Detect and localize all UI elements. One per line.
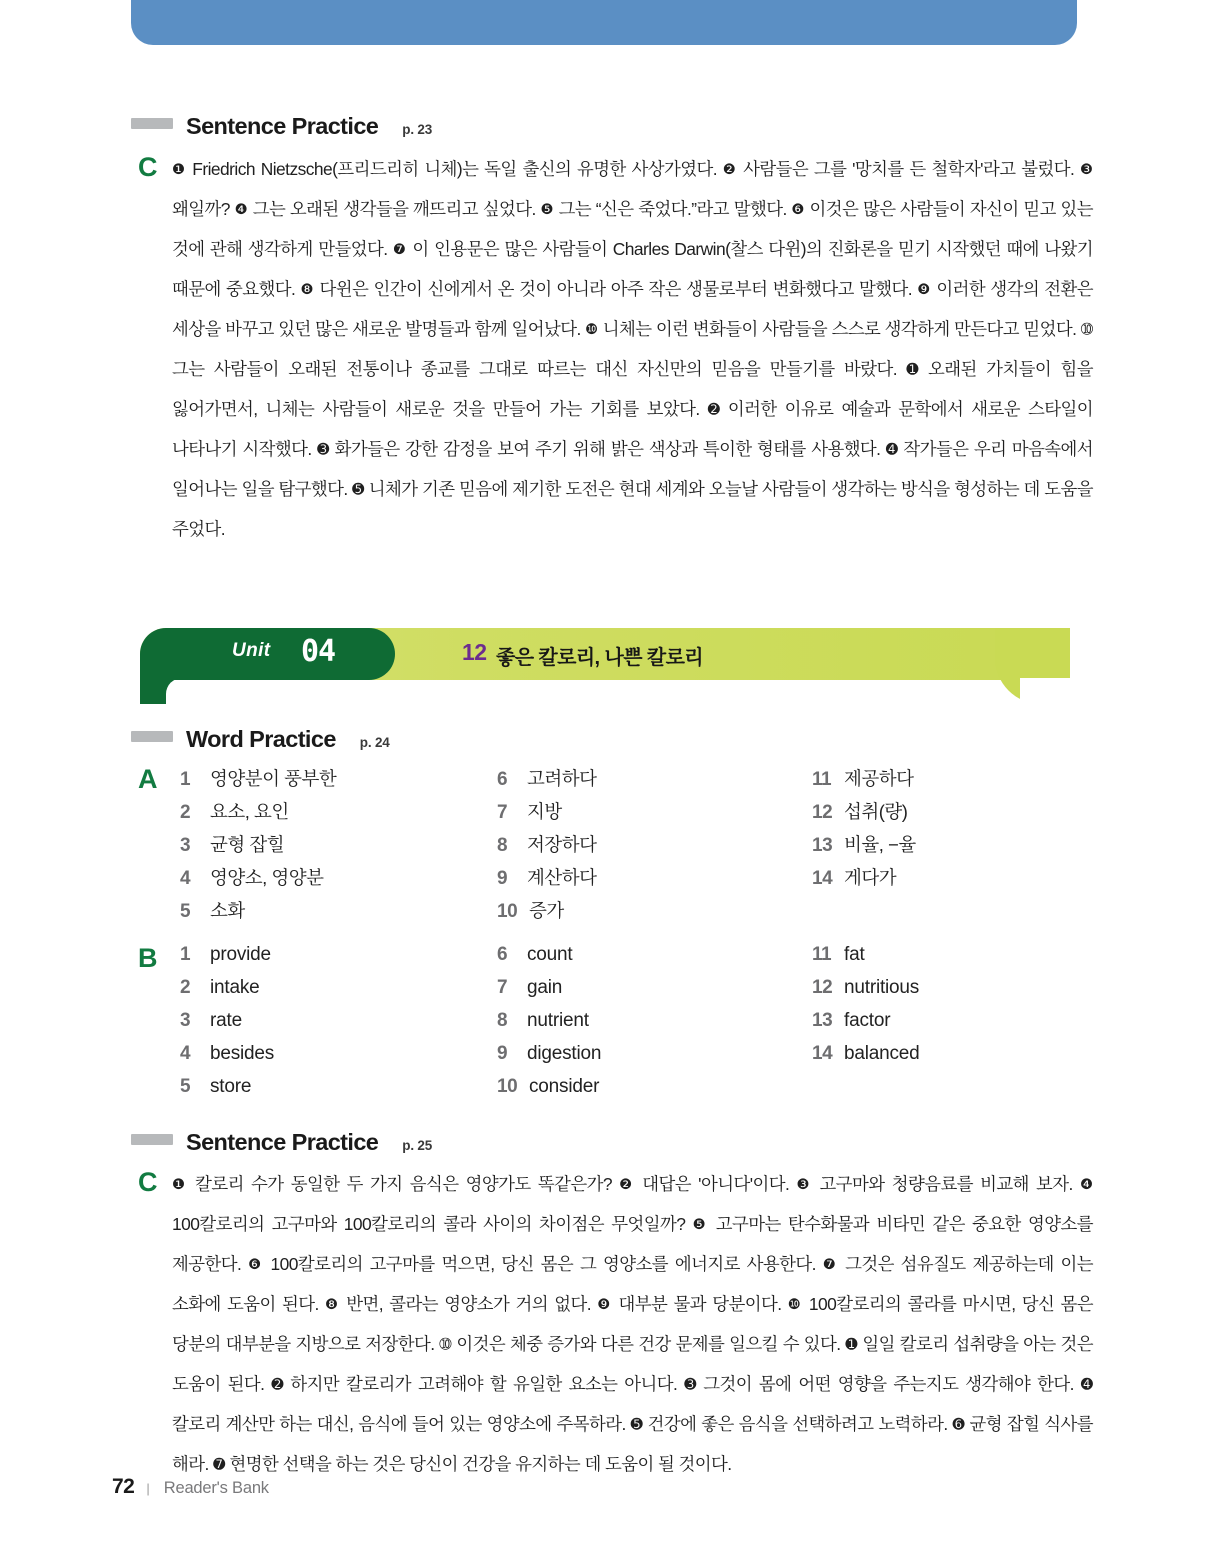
sentence-number: ❺ [692, 1216, 709, 1233]
word-item-number: 14 [812, 868, 833, 889]
word-item-text: gain [527, 977, 563, 998]
word-item-number: 4 [180, 1043, 191, 1064]
sentence-text: 100칼로리의 고구마를 먹으면, 당신 몸은 그 영양소를 에너지로 사용한다. [263, 1254, 823, 1274]
sentence-number: ❻ [791, 201, 805, 218]
sentence-number: ❾ [597, 1296, 613, 1313]
word-item-number: 3 [180, 835, 191, 856]
sentence-text: 고구마와 청량음료를 비교해 보자. [812, 1174, 1081, 1194]
word-list-b-column-2 [497, 944, 601, 1109]
lesson-title: 좋은 칼로리, 나쁜 칼로리 [496, 647, 704, 669]
sentence-number: ➋ [707, 401, 720, 418]
word-list-item [497, 864, 596, 897]
sentence-number: ➌ [317, 441, 330, 458]
sentence-number: ❽ [300, 281, 315, 298]
paragraph-letter: C [138, 152, 158, 182]
word-item-text: balanced [844, 1043, 920, 1064]
sentence-text: 그는 오래된 생각들을 깨뜨리고 싶었다. [248, 199, 541, 219]
sentence-text: 그것은 섬유질도 제공하는데 이는 소화에 도움이 된다. [172, 1254, 1094, 1314]
page-footer [112, 1475, 269, 1499]
heading-dash-icon [131, 118, 173, 129]
paragraph-letter: C [138, 1167, 158, 1197]
section-heading-word-practice [131, 726, 390, 753]
word-list-item [497, 897, 596, 930]
word-item-text: factor [844, 1010, 891, 1031]
word-item-number: 5 [180, 901, 191, 922]
sentence-number: ➊ [845, 1336, 858, 1353]
sentence-text: 건강에 좋은 음식을 선택하려고 노력하라. [642, 1414, 953, 1434]
sentence-number: ➍ [1080, 1376, 1094, 1393]
word-list-item [812, 765, 916, 798]
word-item-text: nutrient [527, 1010, 589, 1031]
word-item-text: 요소, 요인 [210, 801, 289, 822]
sentence-number: ❹ [1080, 1176, 1094, 1193]
word-item-number: 7 [497, 977, 508, 998]
sentence-number: ❷ [619, 1176, 636, 1193]
sentence-number: ➏ [952, 1416, 965, 1433]
unit-label: Unit [232, 640, 271, 661]
sentence-text: 사람들은 그를 '망치를 든 철학자'라고 불렀다. [737, 159, 1081, 179]
word-item-number: 10 [497, 901, 518, 922]
word-list-item [180, 1043, 274, 1076]
sentence-number: ➍ [885, 441, 899, 458]
word-item-text: 영양분이 풍부한 [210, 768, 337, 789]
sentence-text: 왜일까? [172, 199, 235, 219]
section-page-ref: p. 25 [402, 1138, 433, 1153]
sentence-text: 이 인용문은 많은 사람들이 Charles Darwin(찰스 다윈)의 진화론을 믿기 시작했던 때에 나왔기 때문에 중요했다. [172, 239, 1093, 299]
sentence-number: ❼ [392, 241, 408, 258]
word-list-a-column-3 [812, 765, 916, 897]
word-list-item [180, 831, 336, 864]
word-list-item [497, 798, 596, 831]
word-item-number: 4 [180, 868, 191, 889]
sentence-text: 니체가 기존 믿음에 제기한 도전은 현대 세계와 오늘날 사람들이 생각하는 방식을 형성하는 데 도움을 주었다. [172, 479, 1094, 539]
sentence-number: ❿ [787, 1296, 803, 1313]
word-item-text: 증가 [529, 900, 564, 921]
word-list-item [180, 765, 336, 798]
sentence-text: 다윈은 인간이 신에게서 온 것이 아니라 아주 작은 생물로부터 변화했다고 말했다. [314, 279, 918, 299]
heading-dash-icon [131, 1134, 173, 1145]
sentence-text: 이것은 많은 사람들이 자신이 믿고 있는 것에 관해 생각하게 만들었다. [172, 199, 1094, 259]
word-item-number: 12 [812, 977, 833, 998]
word-list-item [812, 944, 920, 977]
sentence-number: ❷ [722, 161, 738, 178]
word-item-text: 비율, −율 [844, 834, 916, 855]
word-item-number: 5 [180, 1076, 191, 1097]
word-list-item [812, 1010, 920, 1043]
section-title: Word Practice [186, 726, 336, 752]
word-list-item [812, 1043, 920, 1076]
word-list-item [812, 831, 916, 864]
sentence-text: 현명한 선택을 하는 것은 당신이 건강을 유지하는 데 도움이 될 것이다. [225, 1454, 732, 1474]
book-brand: Reader's Bank [163, 1479, 269, 1497]
sentence-number: ❼ [822, 1256, 839, 1273]
footer-separator: | [146, 1481, 150, 1496]
word-item-text: consider [529, 1076, 600, 1097]
word-item-text: 균형 잡힐 [210, 834, 285, 855]
sentence-number: ❶ [172, 1176, 188, 1193]
sentence-number: ➎ [630, 1416, 643, 1433]
word-list-item [180, 944, 274, 977]
sentence-text: 이러한 이유로 예술과 문학에서 새로운 스타일이 나타나기 시작했다. [172, 399, 1093, 459]
sentence-text: 칼로리 수가 동일한 두 가지 음식은 영양가도 똑같은가? [187, 1174, 620, 1194]
word-list-item [497, 1043, 601, 1076]
banner-lime-tail-mask [1020, 678, 1072, 706]
sentence-text: 그것이 몸에 어떤 영향을 주는지도 생각해야 한다. [696, 1374, 1081, 1394]
word-list-a-column-2 [497, 765, 596, 930]
sentence-number: ❽ [325, 1296, 340, 1313]
sentence-text: 그는 사람들이 오래된 전통이나 종교를 그대로 따르는 대신 자신만의 믿음을 만들기를 바랐다. [172, 359, 907, 379]
word-item-number: 2 [180, 802, 191, 823]
word-item-text: 지방 [527, 801, 562, 822]
word-list-a-column-1 [180, 765, 336, 930]
sentence-number: ❻ [248, 1256, 264, 1273]
sentence-number: ➉ [439, 1336, 452, 1353]
word-item-text: 제공하다 [844, 768, 914, 789]
sentence-text: 니체는 이런 변화들이 사람들을 스스로 생각하게 만든다고 믿었다. [598, 319, 1081, 339]
paragraph-block-c2 [138, 1165, 1093, 1485]
word-item-text: 섭취(량) [844, 801, 908, 822]
sentence-number: ❸ [1080, 161, 1094, 178]
word-group-letter-a: A [138, 764, 158, 794]
sentence-text: 작가들은 우리 마음속에서 일어나는 일을 탐구했다. [172, 439, 1093, 499]
word-item-text: provide [210, 944, 271, 965]
sentence-text: 오래된 가치들이 힘을 잃어가면서, 니체는 사람들이 새로운 것을 만들어 가는 기회를 보았다. [172, 359, 1093, 419]
word-item-text: digestion [527, 1043, 602, 1064]
paragraph-text-c1 [172, 150, 1093, 548]
word-item-text: nutritious [844, 977, 920, 998]
paragraph-text-c2 [172, 1165, 1093, 1485]
word-item-number: 11 [812, 944, 832, 965]
page-number: 72 [112, 1475, 135, 1498]
word-item-number: 13 [812, 835, 833, 856]
word-item-number: 10 [497, 1076, 518, 1097]
word-item-number: 1 [180, 944, 191, 965]
paragraph-block-c1 [138, 150, 1093, 548]
unit-number: 04 [301, 634, 336, 669]
word-list-item [497, 765, 596, 798]
word-item-text: store [210, 1076, 252, 1097]
sentence-number: ❹ [234, 201, 248, 218]
word-item-number: 1 [180, 769, 191, 790]
lesson-number: 12 [462, 639, 487, 665]
sentence-number: ➌ [684, 1376, 697, 1393]
word-list-item [180, 977, 274, 1010]
word-list-item [497, 944, 601, 977]
word-item-number: 9 [497, 1043, 508, 1064]
sentence-number: ➊ [906, 361, 919, 378]
banner-dark-hook-mask [166, 678, 206, 706]
sentence-text: 칼로리 계산만 하는 대신, 음식에 들어 있는 영양소에 주목하라. [172, 1414, 631, 1434]
section-page-ref: p. 24 [359, 735, 390, 750]
word-list-item [497, 977, 601, 1010]
word-item-text: intake [210, 977, 260, 998]
section-heading-sentence-practice-1 [131, 113, 432, 140]
sentence-number: ❺ [540, 201, 554, 218]
word-list-b-column-1 [180, 944, 274, 1109]
word-item-text: fat [844, 944, 865, 965]
word-item-number: 12 [812, 802, 833, 823]
section-title: Sentence Practice [186, 113, 379, 139]
sentence-text: 이러한 생각의 전환은 세상을 바꾸고 있던 많은 새로운 발명들과 함께 일어났다. [172, 279, 1094, 339]
word-item-text: 영양소, 영양분 [210, 867, 324, 888]
word-list-item [497, 831, 596, 864]
sentence-text: 반면, 콜라는 영양소가 거의 없다. [339, 1294, 598, 1314]
word-list-item [812, 864, 916, 897]
word-item-text: 계산하다 [527, 867, 597, 888]
sentence-text: Friedrich Nietzsche(프리드리히 니체)는 독일 출신의 유명한 사상가였다. [186, 159, 723, 179]
sentence-text: 대부분 물과 당분이다. [612, 1294, 788, 1314]
word-item-text: 고려하다 [527, 768, 597, 789]
section-page-ref: p. 23 [402, 122, 433, 137]
top-blue-banner [131, 0, 1077, 45]
sentence-number: ❸ [796, 1176, 813, 1193]
word-item-number: 9 [497, 868, 508, 889]
word-group-letter-b: B [138, 943, 158, 973]
section-heading-sentence-practice-2 [131, 1129, 432, 1156]
sentence-number: ➐ [213, 1456, 226, 1473]
word-list-item [497, 1076, 601, 1109]
word-item-number: 6 [497, 944, 508, 965]
heading-dash-icon [131, 731, 173, 742]
word-item-text: 게다가 [844, 867, 897, 888]
sentence-text: 일일 칼로리 섭취량을 아는 것은 도움이 된다. [172, 1334, 1094, 1394]
word-item-text: 저장하다 [527, 834, 597, 855]
word-list-b-column-3 [812, 944, 920, 1076]
word-item-number: 14 [812, 1043, 833, 1064]
word-item-number: 13 [812, 1010, 833, 1031]
sentence-number: ➉ [1080, 321, 1094, 338]
word-item-text: besides [210, 1043, 275, 1064]
sentence-number: ➋ [271, 1376, 284, 1393]
word-item-text: rate [210, 1010, 242, 1031]
sentence-text: 이것은 체중 증가와 다른 건강 문제를 일으킬 수 있다. [451, 1334, 846, 1354]
word-list-item [180, 864, 336, 897]
sentence-number: ➎ [352, 481, 365, 498]
word-item-number: 7 [497, 802, 508, 823]
sentence-text: 하지만 칼로리가 고려해야 할 유일한 요소는 아니다. [283, 1374, 685, 1394]
word-list-item [497, 1010, 601, 1043]
sentence-text: 고구마는 탄수화물과 비타민 같은 중요한 영양소를 제공한다. [172, 1214, 1094, 1274]
word-item-text: count [527, 944, 573, 965]
sentence-text: 100칼로리의 고구마와 100칼로리의 콜라 사이의 차이점은 무엇일까? [172, 1214, 693, 1234]
sentence-number: ❾ [917, 281, 932, 298]
sentence-text: 100칼로리의 콜라를 마시면, 당신 몸은 당분의 대부분을 지방으로 저장한다. [172, 1294, 1094, 1354]
word-item-number: 3 [180, 1010, 191, 1031]
section-title: Sentence Practice [186, 1129, 379, 1155]
word-list-item [180, 1010, 274, 1043]
word-item-number: 2 [180, 977, 191, 998]
unit-banner [140, 628, 1070, 704]
word-list-item [812, 977, 920, 1010]
sentence-number: ❿ [585, 321, 599, 338]
word-list-item [812, 798, 916, 831]
sentence-number: ❶ [172, 161, 187, 178]
word-item-number: 8 [497, 835, 508, 856]
sentence-text: 화가들은 강한 감정을 보여 주기 위해 밝은 색상과 특이한 형태를 사용했다. [329, 439, 886, 459]
sentence-text: 그는 “신은 죽었다.”라고 말했다. [553, 199, 792, 219]
word-item-number: 11 [812, 769, 832, 790]
word-list-item [180, 798, 336, 831]
word-item-number: 6 [497, 769, 508, 790]
word-list-item [180, 897, 336, 930]
word-list-item [180, 1076, 274, 1109]
sentence-text: 대답은 '아니다'이다. [635, 1174, 797, 1194]
sentence-text: 균형 잡힐 식사를 해라. [172, 1414, 1094, 1474]
word-item-text: 소화 [210, 900, 245, 921]
word-item-number: 8 [497, 1010, 508, 1031]
